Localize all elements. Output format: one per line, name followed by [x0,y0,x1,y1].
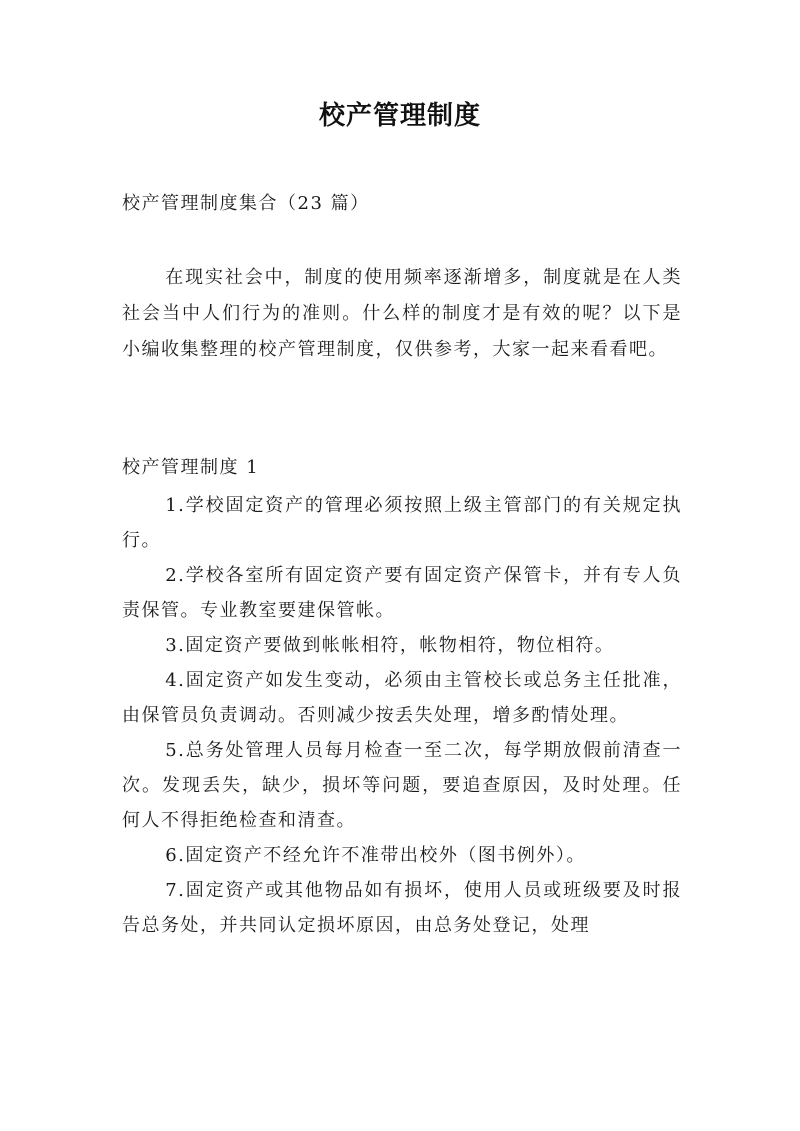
intro-paragraph: 在现实社会中，制度的使用频率逐渐增多，制度就是在人类社会当中人们行为的准则。什么样的制度才是有效的呢？以下是小编收集整理的校产管理制度，仅供参考，大家一起来看看吧。 [122,267,682,360]
rule-item: 7.固定资产或其他物品如有损坏，使用人员或班级要及时报告总务处，并共同认定损坏原因，由总务处登记，处理 [122,880,682,936]
rule-item: 2.学校各室所有固定资产要有固定资产保管卡，并有专人负责保管。专业教室要建保管帐。 [122,565,682,621]
document-subtitle: 校产管理制度集合（23 篇） [122,193,370,214]
rule-item: 6.固定资产不经允许不准带出校外（图书例外）。 [165,845,586,866]
document-title: 校产管理制度 [318,101,481,131]
rule-item: 5.总务处管理人员每月检查一至二次，每学期放假前清查一次。发现丢失，缺少，损坏等问题，要追查原因，及时处理。任何人不得拒绝检查和清查。 [122,740,682,831]
rule-item: 1.学校固定资产的管理必须按照上级主管部门的有关规定执行。 [122,495,682,551]
rule-item: 4.固定资产如发生变动，必须由主管校长或总务主任批准，由保管员负责调动。否则减少按丢失处理，增多酌情处理。 [122,670,682,726]
rules-list [122,488,682,943]
rule-item: 3.固定资产要做到帐帐相符，帐物相符，物位相符。 [165,635,615,656]
section-heading: 校产管理制度 1 [122,457,260,478]
